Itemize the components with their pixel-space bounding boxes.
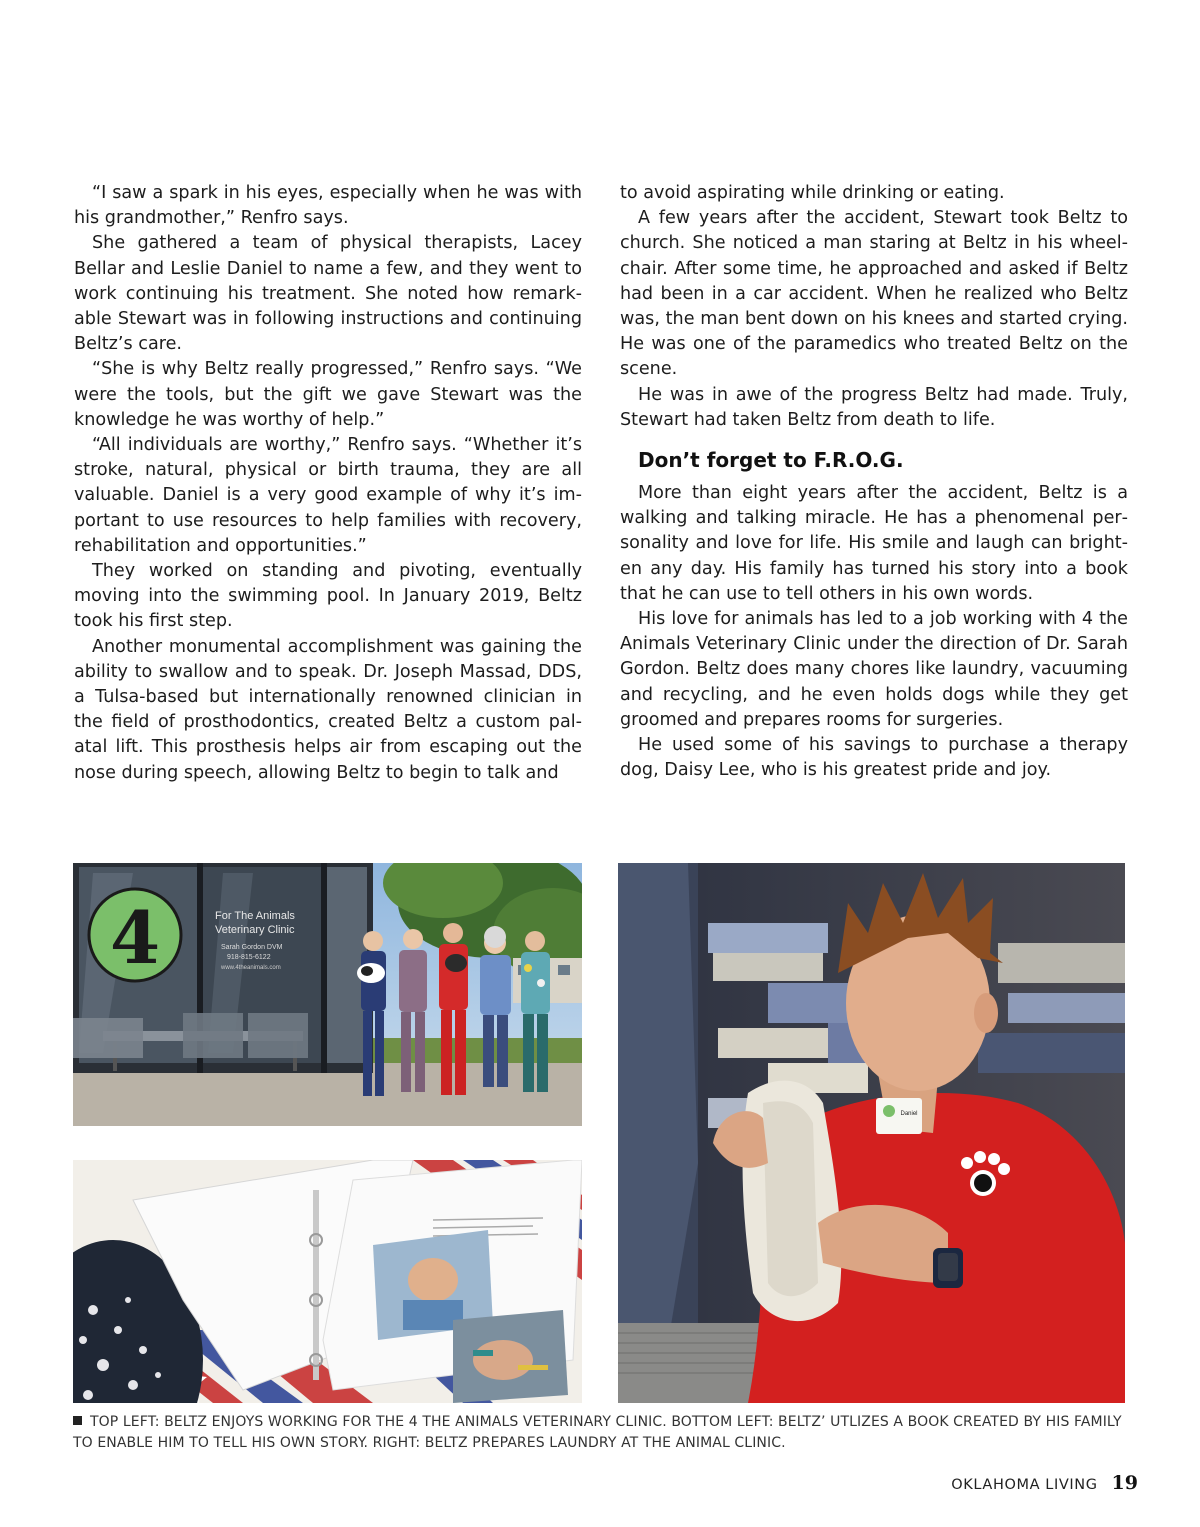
page-footer: [951, 1472, 1138, 1494]
paragraph: His love for animals has led to a job working with 4 the Animals Veterinary Clinic under the direction of Dr. Sarah Gordon. Beltz does many chores like laundry, vacuuming and recycling, and he even holds dogs while they get groomed and prepares rooms for surgeries.: [620, 609, 1128, 730]
publication-name: OKLAHOMA LIVING: [951, 1477, 1098, 1493]
photo-book-illustration: [73, 1160, 582, 1403]
clinic-logo-number: 4: [109, 895, 161, 980]
photo-caption: [73, 1412, 1133, 1454]
photo-laundry: [618, 863, 1125, 1403]
paragraph: More than eight years after the accident, Beltz is a walking and talking miracle. He has a phenomenal personality and love for life. His smile and laugh can brighten any day. His family has turned his story into a book that he can use to tell others in his own words.: [620, 483, 1128, 604]
paragraph: He used some of his savings to purchase a therapy dog, Daisy Lee, who is his greatest pride and joy.: [620, 735, 1128, 781]
paragraph: They worked on standing and pivoting, eventually moving into the swimming pool. In January 2019, Beltz took his first step.: [74, 561, 582, 632]
photo-clinic-staff: [73, 863, 582, 1126]
photo-family-book: [73, 1160, 582, 1403]
window-text: 918-815-6122: [227, 954, 271, 961]
paragraph: to avoid aspirating while drinking or eating.: [620, 183, 1005, 203]
article-column-right: [620, 181, 1128, 783]
window-text: Sarah Gordon DVM: [221, 944, 283, 951]
photo-clinic-illustration: [73, 863, 582, 1126]
photo-laundry-illustration: [618, 863, 1125, 1403]
paragraph: “All individuals are worthy,” Renfro says. “Whether it’s stroke, natural, physical or birth trauma, they are all valuable. Daniel is a very good example of why it’s important to use resources to help families with recovery, rehabilitation and opportunities.”: [74, 435, 582, 556]
caption-bullet-icon: [73, 1416, 82, 1425]
paragraph: “She is why Beltz really progressed,” Renfro says. “We were the tools, but the gift we gave Stewart was the knowledge he was worthy of help.”: [74, 359, 582, 430]
page-number: 19: [1111, 1472, 1138, 1494]
name-badge: Daniel: [900, 1111, 918, 1117]
paragraph: She gathered a team of physical therapists, Lacey Bellar and Leslie Daniel to name a few, and they went to work continuing his treatment. She noted how remarkable Stewart was in following instructions and continuing Beltz’s care.: [74, 233, 582, 355]
section-subheading: Don’t forget to F.R.O.G.: [638, 448, 904, 473]
window-text: Veterinary Clinic: [215, 924, 295, 936]
paragraph: He was in awe of the progress Beltz had made. Truly, Stewart had taken Beltz from death to life.: [620, 384, 1128, 430]
window-text: For The Animals: [215, 910, 295, 922]
caption-text: TOP LEFT: BELTZ ENJOYS WORKING FOR THE 4 THE ANIMALS VETERINARY CLINIC. BOTTOM LEFT: BELTZ’ UTLIZES A BOOK CREATED BY HIS FAMILY TO ENABLE HIM TO TELL HIS OWN STORY. RIGHT: BELTZ PREPARES LAUNDRY AT THE ANIMAL CLINIC.: [73, 1414, 1122, 1451]
article-column-left: [74, 181, 582, 786]
paragraph: “I saw a spark in his eyes, especially when he was with his grandmother,” Renfro says.: [74, 183, 582, 229]
paragraph: Another monumental accomplishment was gaining the ability to swallow and to speak. Dr. Joseph Massad, DDS, a Tulsa-based but internationally renowned clinician in the field of prosthodontics, created Beltz a custom palatal lift. This prosthesis helps air from escaping out the nose during speech, allowing Beltz to begin to talk and: [74, 636, 582, 783]
paragraph: A few years after the accident, Stewart took Beltz to church. She noticed a man staring at Beltz in his wheelchair. After some time, he approached and asked if Beltz had been in a car accident. When he realized who Beltz was, the man bent down on his knees and started crying. He was one of the paramedics who treated Beltz on the scene.: [620, 208, 1128, 380]
window-text: www.4theanimals.com: [221, 965, 281, 971]
